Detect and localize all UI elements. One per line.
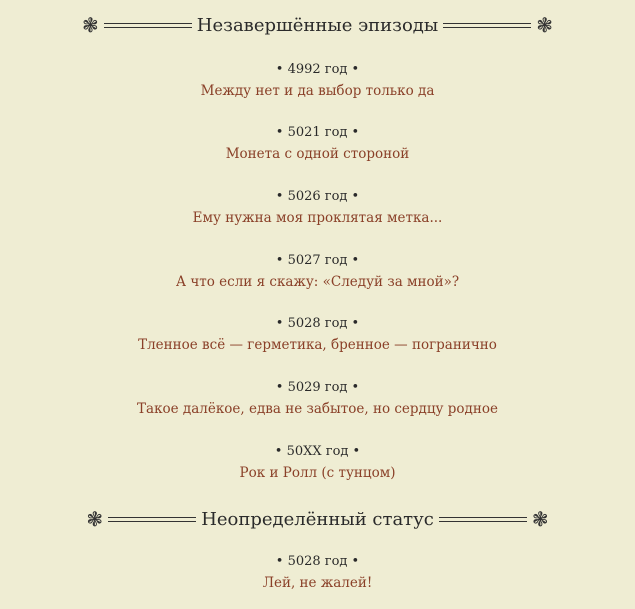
episode-link[interactable]: Лей, не жалей! bbox=[262, 575, 373, 591]
episode-year: • 5026 год • bbox=[275, 189, 360, 204]
header-rule bbox=[104, 23, 192, 28]
episode-year: • 5028 год • bbox=[275, 316, 360, 331]
episode-year: • 5027 год • bbox=[275, 253, 360, 268]
episode-item bbox=[0, 61, 635, 100]
episode-link[interactable]: Монета с одной стороной bbox=[225, 146, 410, 162]
episode-year: • 5021 год • bbox=[275, 125, 360, 140]
episode-year: • 4992 год • bbox=[275, 62, 360, 77]
section-title: Незавершённые эпизоды bbox=[196, 14, 439, 36]
episode-year: • 5029 год • bbox=[275, 380, 360, 395]
episode-link[interactable]: Ему нужна моя проклятая метка... bbox=[192, 210, 443, 226]
header-rule bbox=[439, 517, 527, 522]
episode-item bbox=[0, 188, 635, 227]
episode-item bbox=[0, 379, 635, 418]
header-rule bbox=[108, 517, 196, 522]
header-rule bbox=[443, 23, 531, 28]
episode-link[interactable]: Тленное всё — герметика, бренное — погранично bbox=[138, 337, 497, 353]
ornament-star-icon: ❃ bbox=[82, 13, 99, 37]
ornament-star-icon: ❃ bbox=[86, 507, 104, 531]
episode-link[interactable]: Такое далёкое, едва не забытое, но сердцу родное bbox=[137, 401, 498, 417]
episode-year: • 5028 год • bbox=[275, 554, 360, 569]
episode-item bbox=[0, 124, 635, 163]
section-header-undetermined bbox=[0, 505, 635, 533]
episode-year: • 50XX год • bbox=[274, 444, 361, 459]
ornament-star-icon: ❃ bbox=[531, 507, 549, 531]
ornament-star-icon: ❃ bbox=[536, 13, 553, 37]
episode-link[interactable]: А что если я скажу: «Следуй за мной»? bbox=[175, 274, 460, 290]
section-title: Неопределённый статус bbox=[201, 508, 434, 530]
episode-item bbox=[0, 443, 635, 482]
episode-item bbox=[0, 252, 635, 291]
episode-link[interactable]: Между нет и да выбор только да bbox=[200, 83, 435, 99]
episode-link[interactable]: Рок и Ролл (с тунцом) bbox=[239, 465, 396, 481]
episode-item bbox=[0, 315, 635, 354]
episode-item bbox=[0, 553, 635, 592]
section-header-unfinished bbox=[0, 11, 635, 39]
